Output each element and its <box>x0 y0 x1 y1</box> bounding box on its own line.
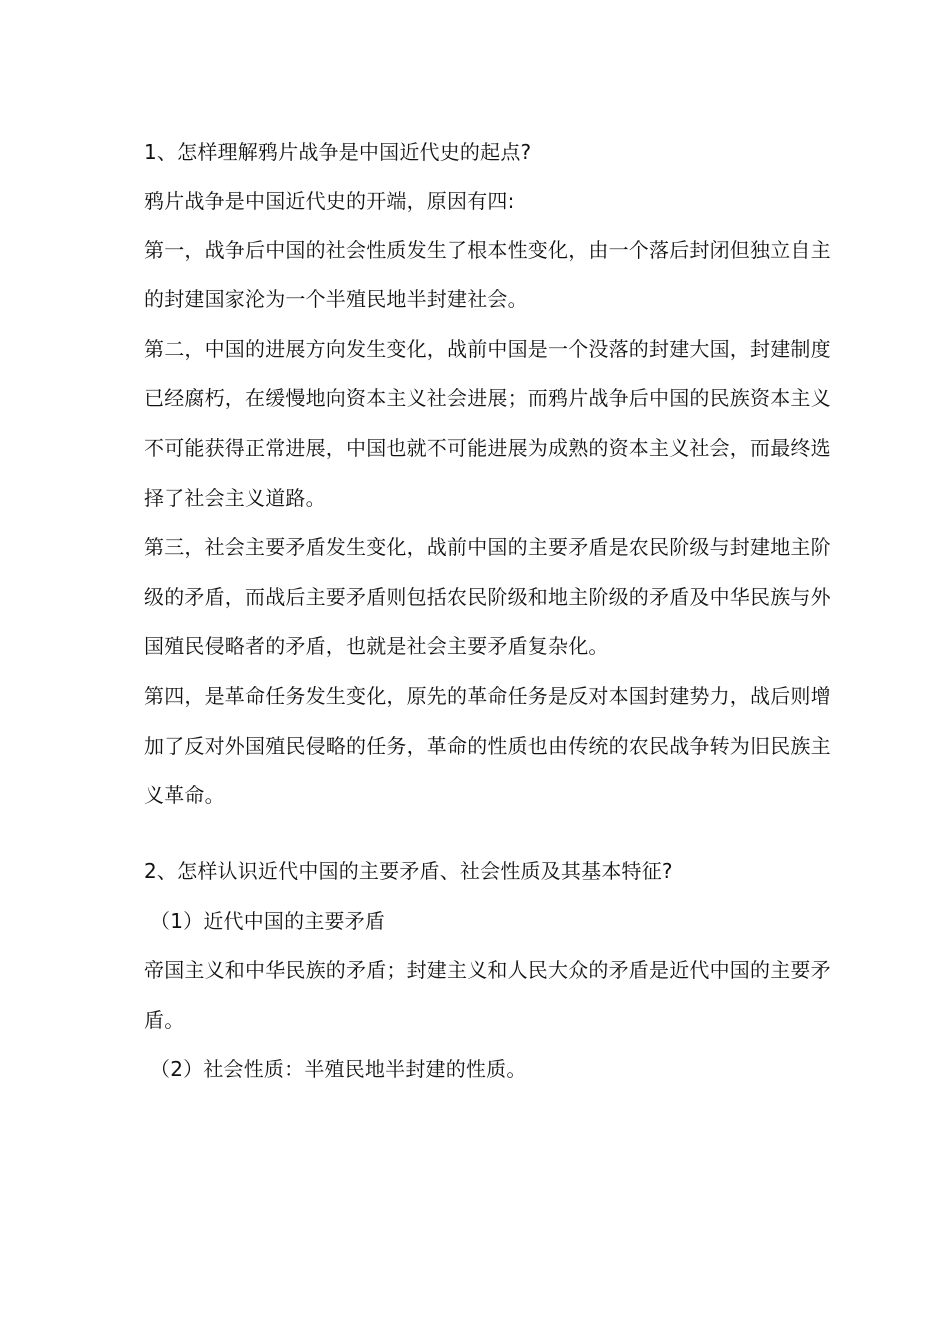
point-3-line-1: 第三，社会主要矛盾发生变化，战前中国的主要矛盾是农民阶级与封建地主阶 <box>144 535 831 559</box>
point-3-line-3: 国殖民侵略者的矛盾，也就是社会主要矛盾复杂化。 <box>144 634 609 658</box>
question-2-sub1-line-1: 帝国主义和中华民族的矛盾；封建主义和人民大众的矛盾是近代中国的主要矛 <box>144 958 831 982</box>
point-4-line-3: 义革命。 <box>144 783 225 807</box>
question-1-intro: 鸦片战争是中国近代史的开端，原因有四: <box>144 189 515 213</box>
question-2-sub1-heading: （1）近代中国的主要矛盾 <box>150 909 386 933</box>
point-2-line-1: 第二，中国的进展方向发生变化，战前中国是一个没落的封建大国，封建制度 <box>144 337 831 361</box>
point-4-line-2: 加了反对外国殖民侵略的任务，革命的性质也由传统的农民战争转为旧民族主 <box>144 734 831 758</box>
point-2-line-4: 择了社会主义道路。 <box>144 486 326 510</box>
point-2-line-2: 已经腐朽，在缓慢地向资本主义社会进展；而鸦片战争后中国的民族资本主义 <box>144 386 831 410</box>
point-1-line-2: 的封建国家沦为一个半殖民地半封建社会。 <box>144 287 528 311</box>
question-2-sub1-line-2: 盾。 <box>144 1008 185 1032</box>
point-2-line-3: 不可能获得正常进展，中国也就不可能进展为成熟的资本主义社会，而最终选 <box>144 436 831 460</box>
point-3-line-2: 级的矛盾，而战后主要矛盾则包括农民阶级和地主阶级的矛盾及中华民族与外 <box>144 585 831 609</box>
question-2-sub2-heading: （2）社会性质：半殖民地半封建的性质。 <box>150 1057 527 1081</box>
question-1-title: 1、怎样理解鸦片战争是中国近代史的起点? <box>144 140 532 164</box>
point-4-line-1: 第四，是革命任务发生变化，原先的革命任务是反对本国封建势力，战后则增 <box>144 684 831 708</box>
point-1-line-1: 第一，战争后中国的社会性质发生了根本性变化，由一个落后封闭但独立自主 <box>144 238 831 262</box>
question-2-title: 2、怎样认识近代中国的主要矛盾、社会性质及其基本特征? <box>144 859 673 883</box>
